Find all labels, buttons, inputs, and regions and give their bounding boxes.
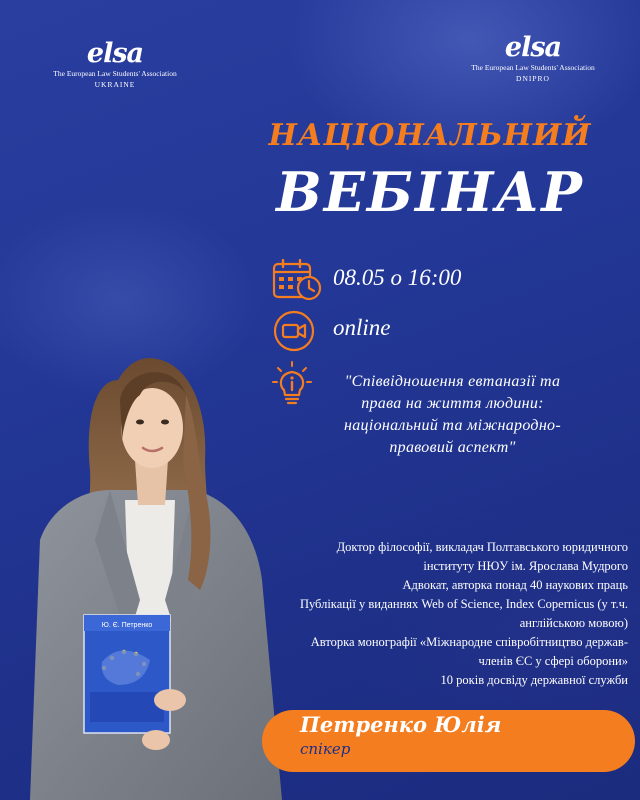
event-topic [305,371,600,459]
monograph-book [84,615,170,733]
event-datetime: 08.05 о 16:00 [333,265,462,290]
elsa-ukraine-logo [40,40,190,90]
bio-line: Публікації у виданнях Web of Science, Index Copernicus (у т.ч. [299,597,628,611]
topic-line: національний та міжнародно- [344,417,561,434]
topic-line: права на життя людини: [361,395,544,412]
logo-tagline: The European Law Students' Association [53,69,177,78]
elsa-dnipro-logo [458,34,608,84]
bio-line: інституту НЮУ ім. Ярослава Мудрого [423,559,628,573]
bio-line: 10 років досвіду державної служби [440,673,628,687]
topic-line: "Співвідношення евтаназії та [344,373,561,390]
bio-line: членів ЄС у сфері оборони» [478,654,628,668]
bio-line: Авторка монографії «Міжнародне співробітництво держав- [310,635,628,649]
speaker-photo [0,340,300,800]
title-webinar: ВЕБІНАР [276,160,584,224]
book-author: Ю. Є. Петренко [101,622,153,629]
topic-line: правовий аспект" [389,439,516,456]
speaker-role: спікер [300,740,351,758]
logo-wordmark: elsa [86,38,144,69]
title-national: НАЦІОНАЛЬНИЙ [268,118,592,153]
speaker-bio [288,538,628,690]
event-format: online [333,315,391,340]
logo-wordmark: elsa [504,32,562,63]
speaker-name: Петренко Юлія [300,712,502,737]
bio-line: англійською мовою) [519,616,628,630]
logo-location: UKRAINE [94,80,136,89]
bio-line: Доктор філософії, викладач Полтавського юридичного [336,540,628,554]
logo-location: DNIPRO [516,74,550,83]
logo-tagline: The European Law Students' Association [471,63,595,72]
bio-line: Адвокат, авторка понад 40 наукових праць [402,578,628,592]
calendar-clock-icon [272,259,322,301]
